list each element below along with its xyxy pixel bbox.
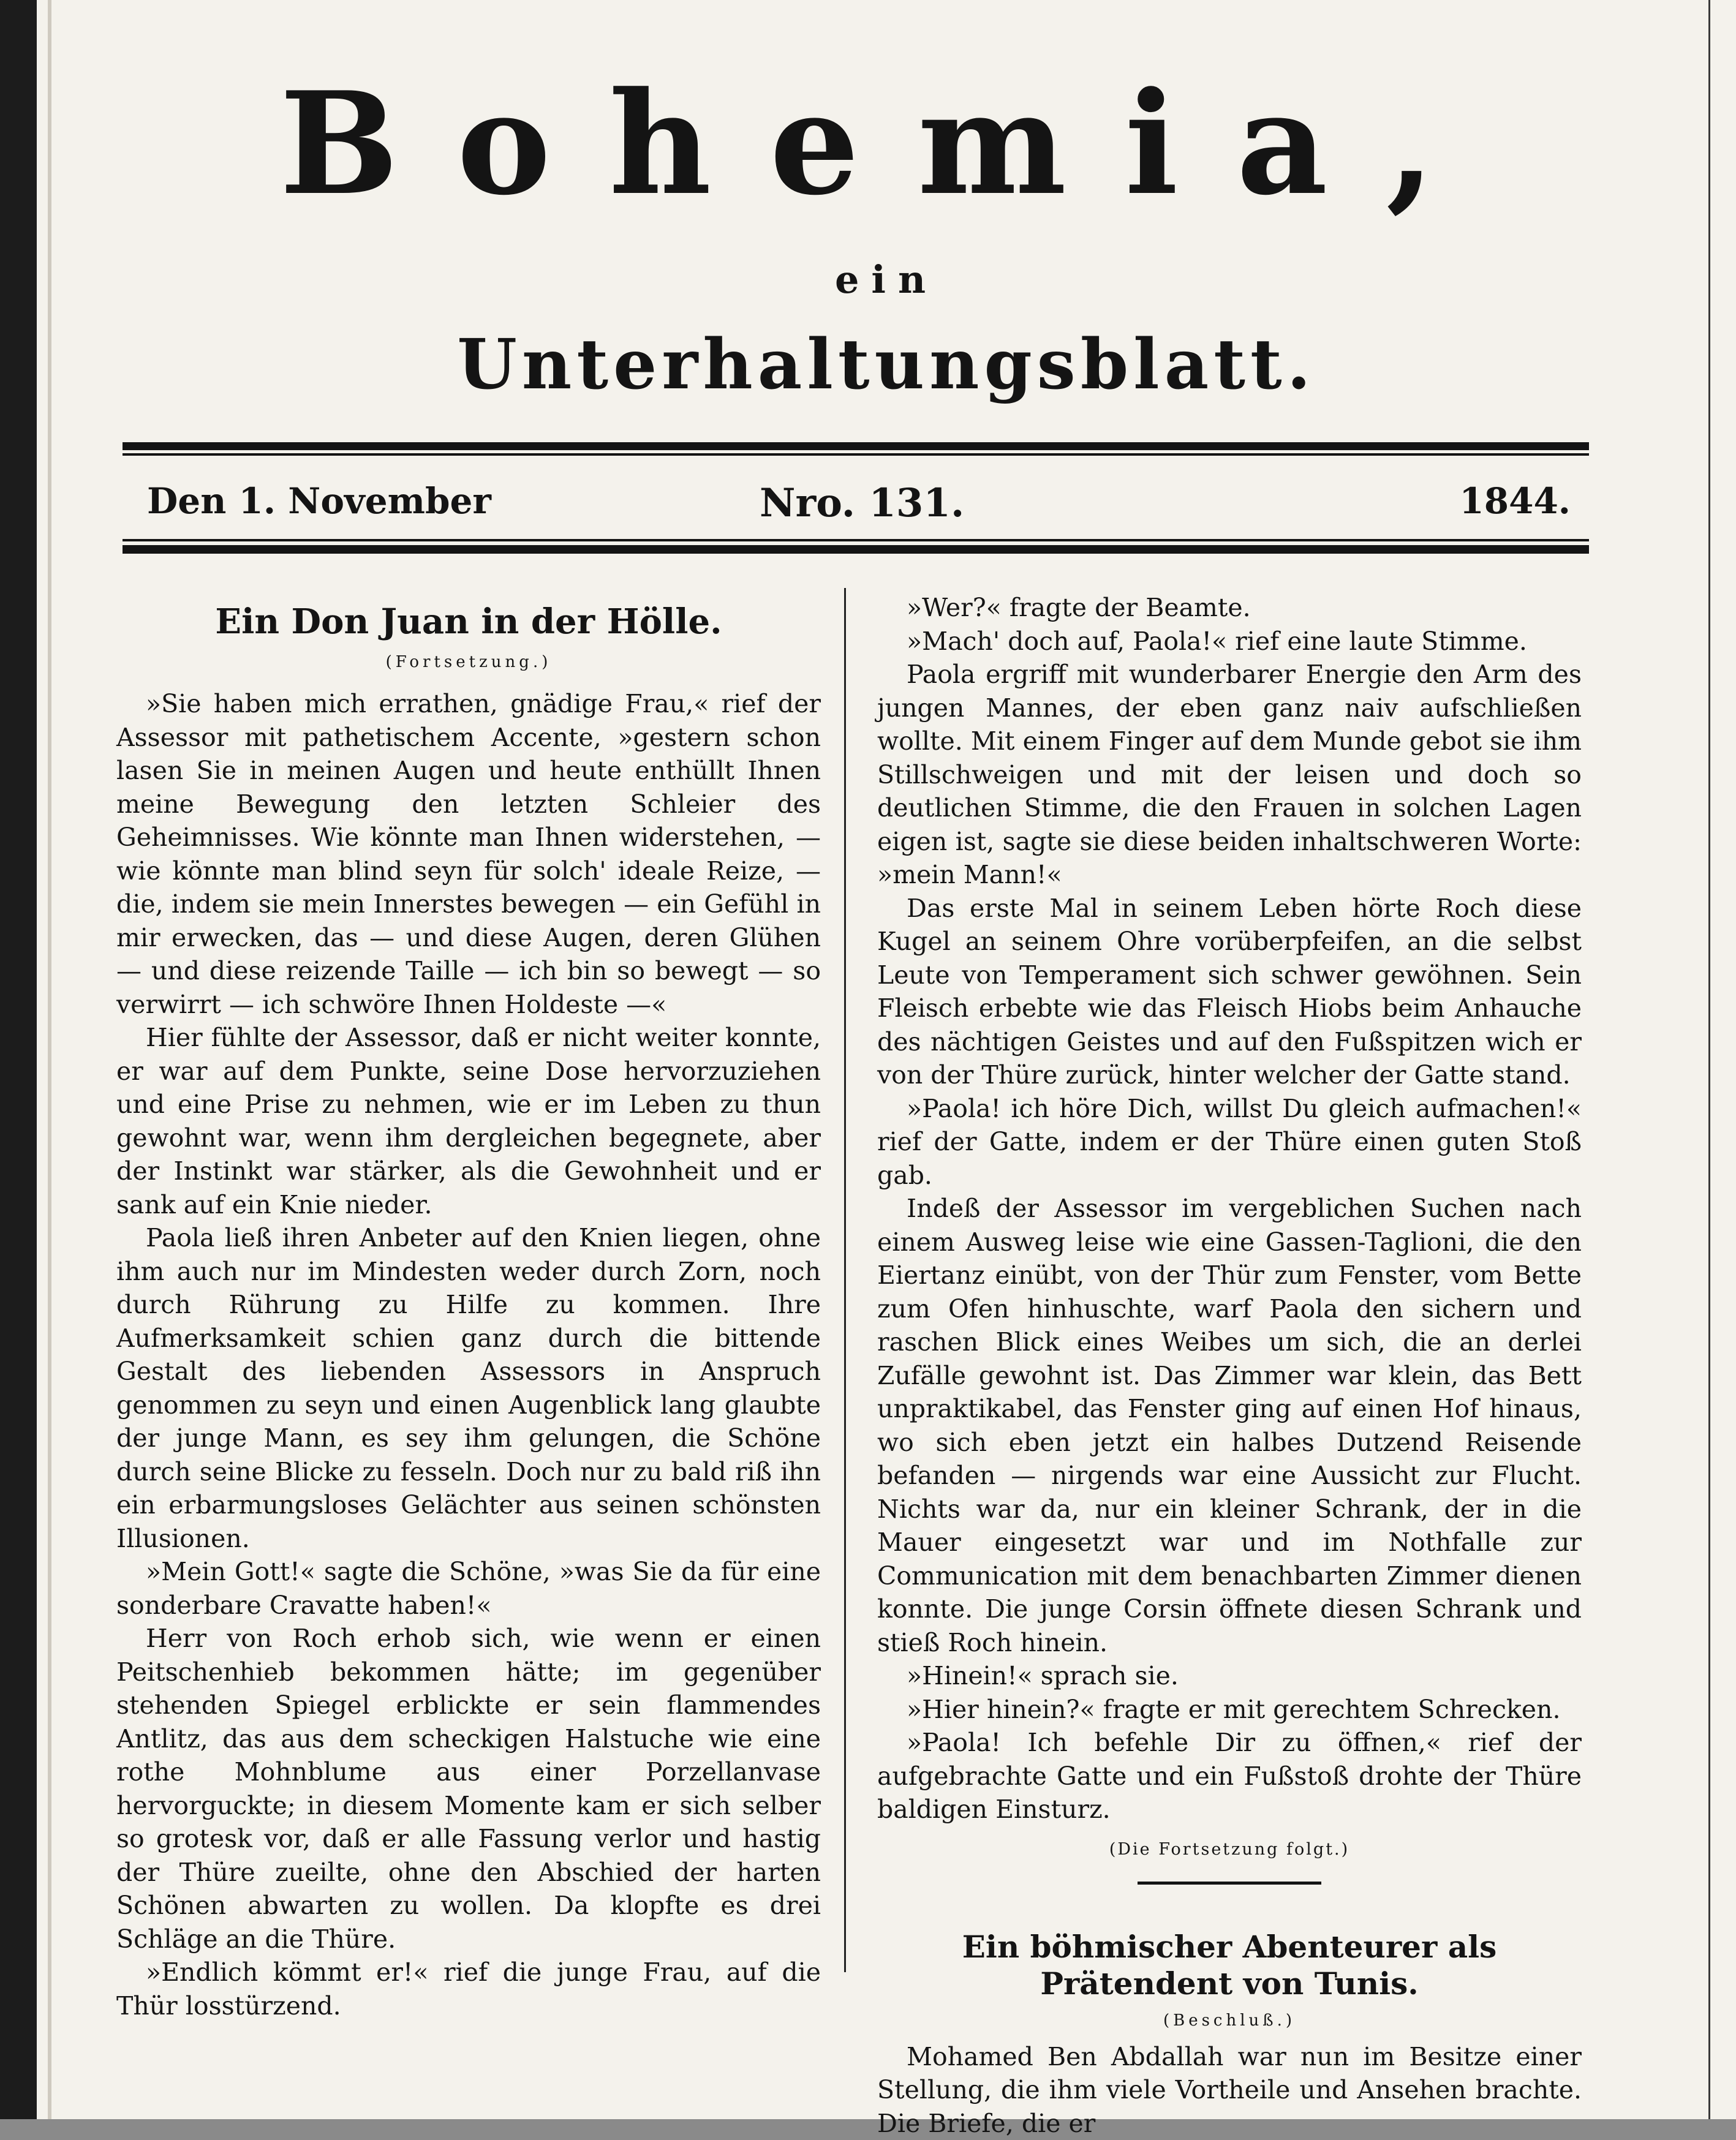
article-note: (Beschluß.) [877, 2005, 1582, 2036]
paragraph: Paola ließ ihren Anbeter auf den Knien liegen, ohne ihm auch nur im Mindesten weder durch Zorn, noch durch Rührung zu Hilfe zu kommen. Ihre Aufmerksamkeit schien ganz durch die bittende Gestalt des liebenden Assessors in Anspruch genommen zu seyn und einen Augenblick lang glaubte der junge Mann, es sey ihm gelungen, die Schöne durch seine Blicke zu fesseln. Doch nur zu bald riß ihn ein erbarmungsloses Gelächter aus seinen schönsten Illusionen. [116, 1221, 821, 1555]
paragraph: »Mach' doch auf, Paola!« rief eine laute Stimme. [877, 625, 1582, 658]
paragraph: Hier fühlte der Assessor, daß er nicht weiter konnte, er war auf dem Punkte, seine Dose hervorzuziehen und eine Prise zu nehmen, wie er im Leben zu thun gewohnt war, wenn ihm dergleichen begegnete, aber der Instinkt war stärker, als die Gewohnheit und er sank auf ein Knie nieder. [116, 1021, 821, 1221]
paragraph: Das erste Mal in seinem Leben hörte Roch diese Kugel an seinem Ohre vorüberpfeifen, an die selbst Leute von Temperament sich schwer gewöhnen. Sein Fleisch erbebte wie das Fleisch Hiobs beim Anhauche des nächtigen Geistes und auf den Fußspitzen wich er von der Thüre zurück, hinter welcher der Gatte stand. [877, 892, 1582, 1092]
left-column [116, 600, 821, 2022]
paragraph: »Paola! Ich befehle Dir zu öffnen,« rief der aufgebrachte Gatte und ein Fußstoß drohte der Thüre baldigen Einsturz. [877, 1726, 1582, 1826]
article-heading: Ein böhmischer Abenteurer als Prätendent von Tunis. [877, 1929, 1582, 2002]
paragraph: »Sie haben mich errathen, gnädige Frau,« rief der Assessor mit pathetischem Accente, »gestern schon lasen Sie in meinen Augen und heute enthüllt Ihnen meine Bewegung den letzten Schleier des Geheimnisses. Wie könnte man Ihnen widerstehen, — wie könnte man blind seyn für solch' ideale Reize, — die, indem sie mein Innerstes bewegen — ein Gefühl in mir erwecken, das — und diese Augen, deren Glühen — und diese reizende Taille — ich bin so bewegt — so verwirrt — ich schwöre Ihnen Holdeste —« [116, 687, 821, 1021]
header-rule-thick [123, 442, 1589, 450]
paragraph: Paola ergriff mit wunderbarer Energie den Arm des jungen Mannes, der eben ganz naiv aufschließen wollte. Mit einem Finger auf dem Munde gebot sie ihm Stillschweigen und mit der leisen und doch so deutlichen Stimme, die den Frauen in solchen Lagen eigen ist, sagte sie diese beiden inhaltschweren Worte: »mein Mann!« [877, 658, 1582, 892]
paragraph: »Paola! ich höre Dich, willst Du gleich aufmachen!« rief der Gatte, indem er der Thüre einen guten Stoß gab. [877, 1092, 1582, 1192]
header-rule-thin [123, 453, 1589, 456]
paragraph: »Hinein!« sprach sie. [877, 1659, 1582, 1693]
paragraph: »Hier hinein?« fragte er mit gerechtem Schrecken. [877, 1693, 1582, 1727]
dateline-rule-thin [123, 539, 1589, 541]
masthead-subtitle: Unterhaltungsblatt. [37, 325, 1736, 405]
article-heading: Ein Don Juan in der Hölle. [116, 600, 821, 643]
paragraph: Herr von Roch erhob sich, wie wenn er einen Peitschenhieb bekommen hätte; im gegenüber stehenden Spiegel erblickte er sein flammendes Antlitz, das aus dem scheckigen Halstuche wie eine rothe Mohnblume aus einer Porzellanvase hervorguckte; in diesem Momente kam er sich selber so grotesk vor, daß er alle Fassung verlor und hastig der Thüre zueilte, ohne den Abschied der harten Schönen abwarten zu wollen. Da klopfte es drei Schläge an die Thüre. [116, 1622, 821, 1956]
issue-date: Den 1. November [147, 480, 491, 522]
scan-binding-edge [0, 0, 37, 2119]
article-note: (Fortsetzung.) [116, 647, 821, 677]
issue-year: 1844. [1459, 480, 1571, 522]
paragraph: »Mein Gott!« sagte die Schöne, »was Sie da für eine sonderbare Cravatte haben!« [116, 1555, 821, 1622]
masthead-title: Bohemia, [37, 73, 1736, 214]
newspaper-page [37, 0, 1736, 2119]
masthead-connector: ein [37, 257, 1736, 302]
paragraph: »Wer?« fragte der Beamte. [877, 591, 1582, 625]
page-border-rule [1708, 0, 1710, 2119]
dateline-rule-thick [123, 545, 1589, 554]
issue-number: Nro. 131. [760, 480, 964, 526]
paragraph: Indeß der Assessor im vergeblichen Suchen nach einem Ausweg leise wie eine Gassen-Taglioni, die den Eiertanz einübt, von der Thür zum Fenster, vom Bette zum Ofen hinhuschte, warf Paola den sichern und raschen Blick eines Weibes um sich, die an derlei Zufälle gewohnt ist. Das Zimmer war klein, das Bett unpraktikabel, das Fenster ging auf einen Hof hinaus, wo sich eben jetzt ein halbes Dutzend Reisende befanden — nirgends war eine Aussicht zur Flucht. Nichts war da, nur ein kleiner Schrank, der in die Mauer eingesetzt war und im Nothfalle zur Communication mit dem benachbarten Zimmer dienen konnte. Die junge Corsin öffnete diesen Schrank und stieß Roch hinein. [877, 1192, 1582, 1659]
paragraph: Mohamed Ben Abdallah war nun im Besitze einer Stellung, die ihm viele Vortheile und Ansehen brachte. Die Briefe, die er [877, 2040, 1582, 2140]
page-crease [48, 0, 51, 2119]
column-divider [844, 588, 846, 1972]
paragraph: »Endlich kömmt er!« rief die junge Frau, auf die Thür losstürzend. [116, 1956, 821, 2022]
continuation-note: (Die Fortsetzung folgt.) [877, 1833, 1582, 1867]
dateline [123, 480, 1589, 529]
article-separator [1138, 1882, 1321, 1885]
right-column [877, 591, 1582, 2140]
